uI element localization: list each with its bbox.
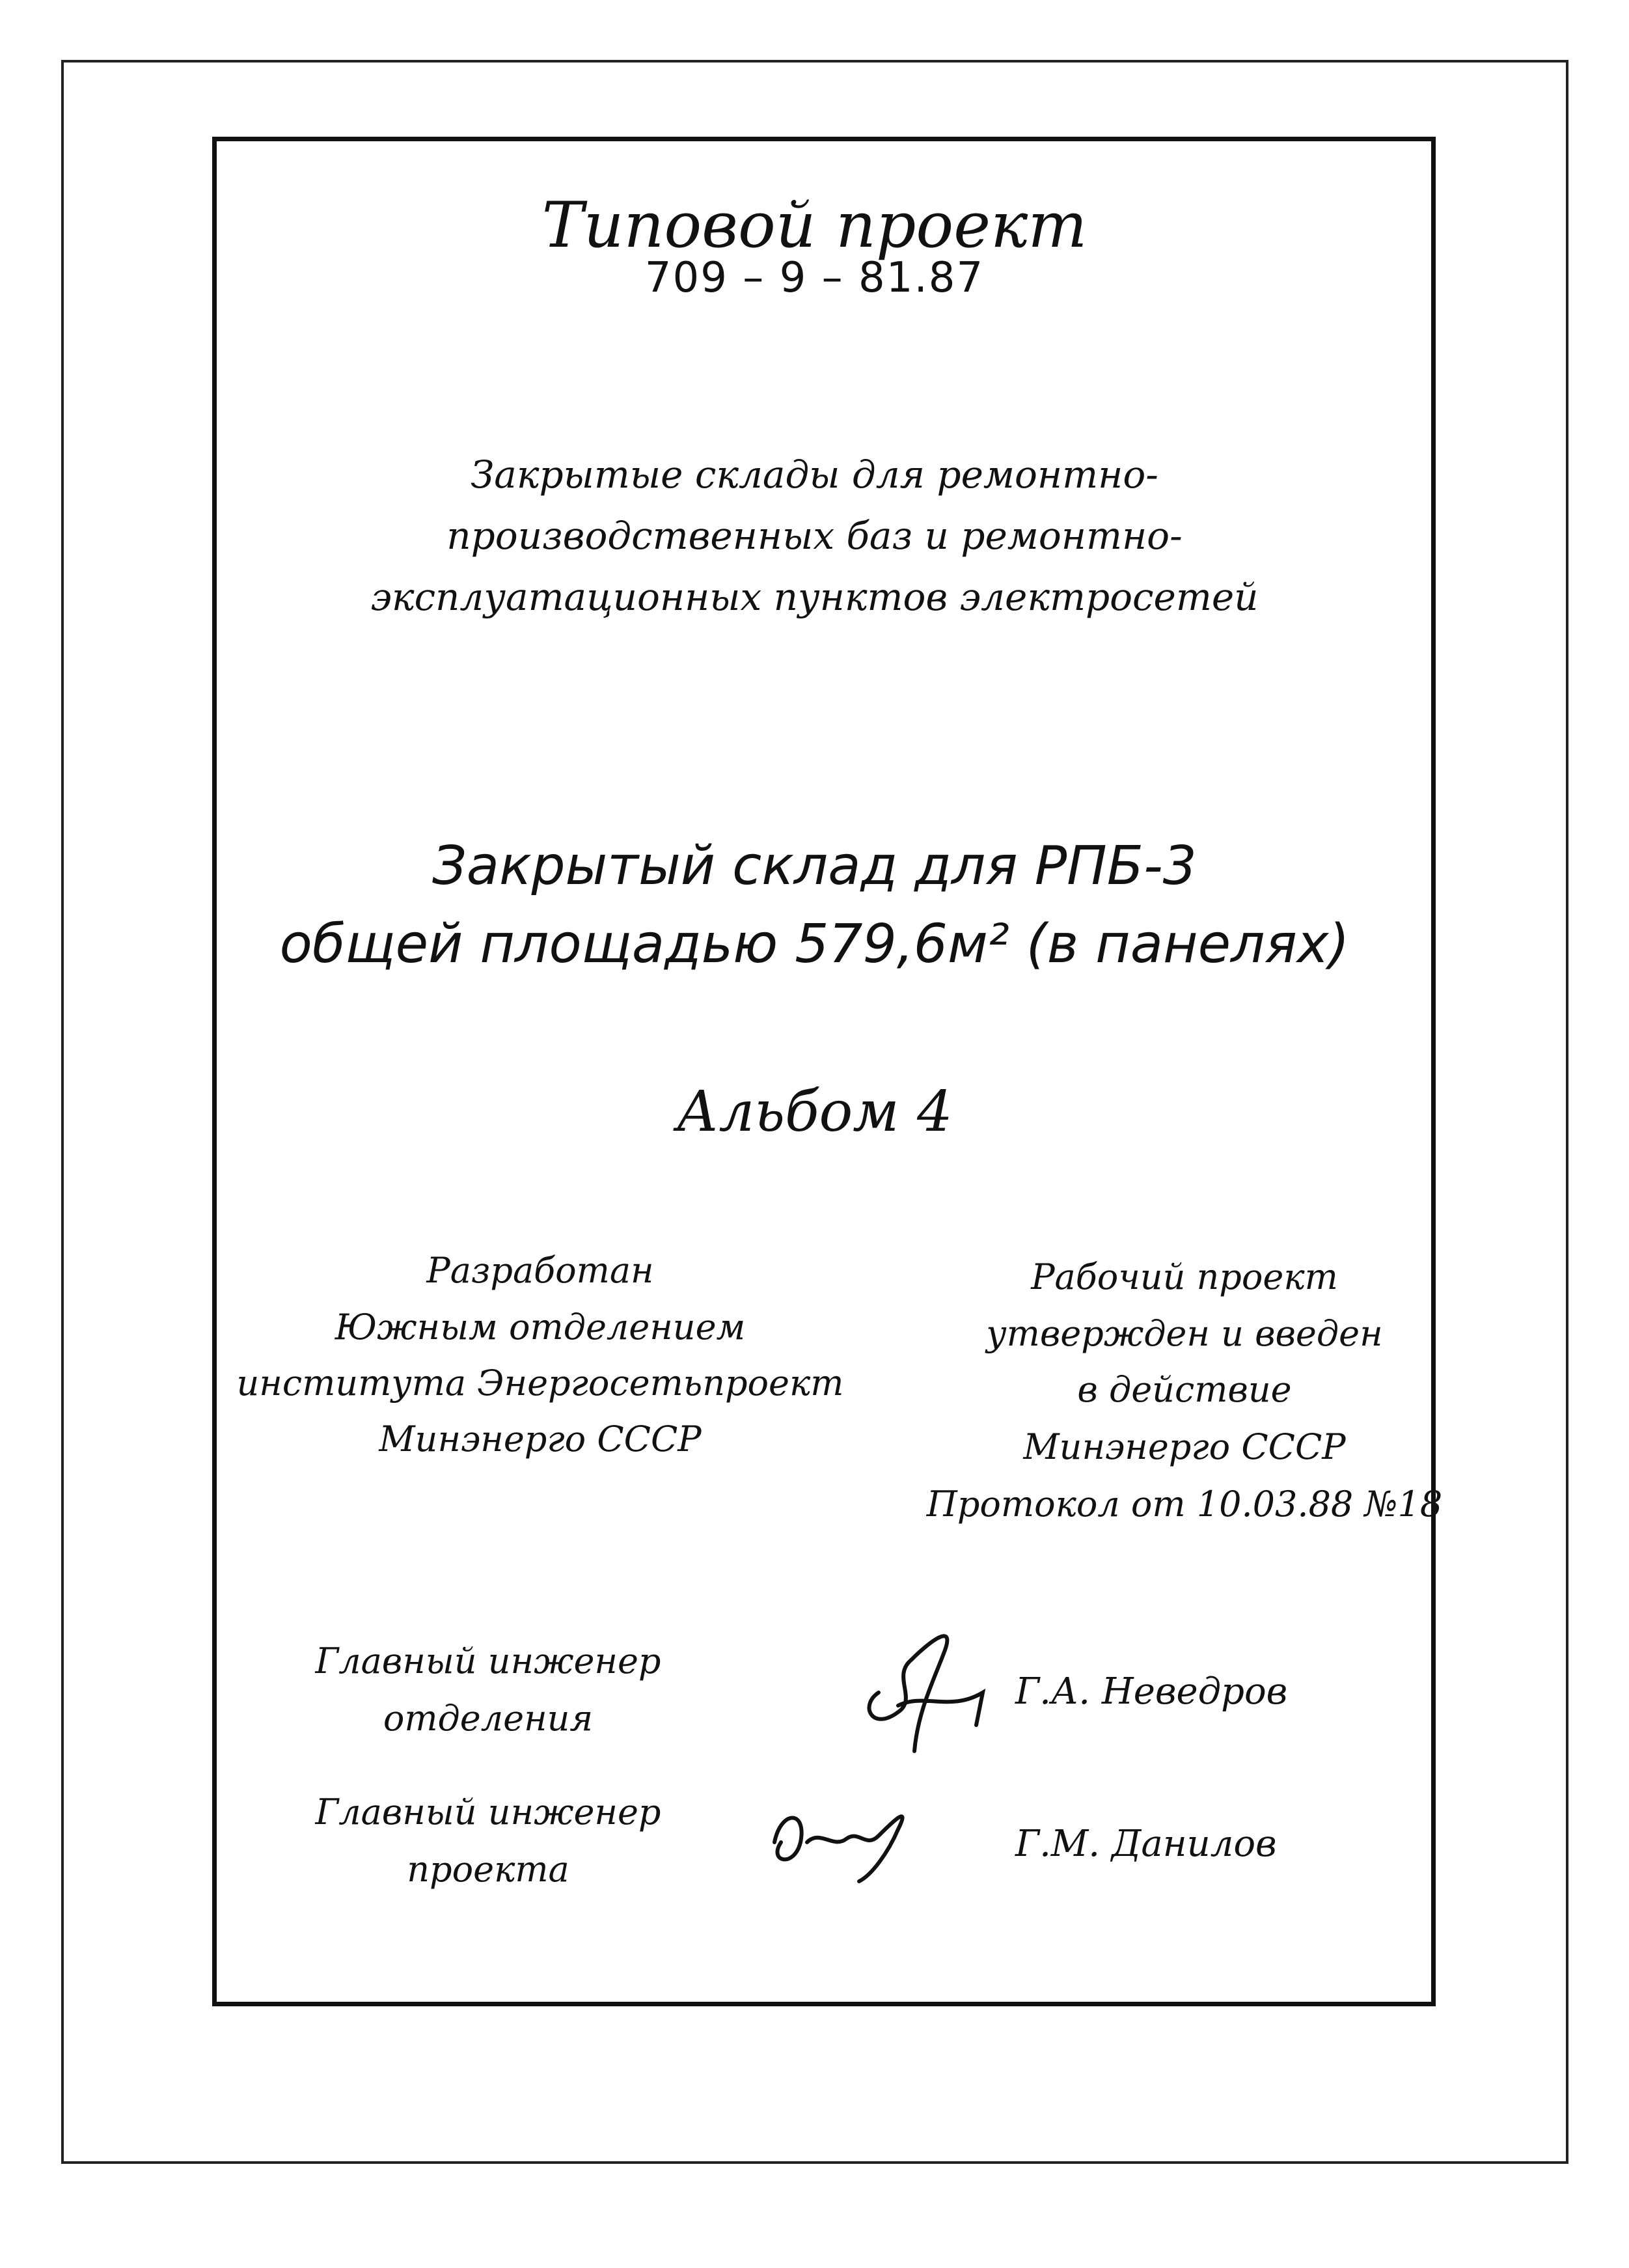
subtitle-line-3: эксплуатационных пунктов электросетей xyxy=(370,575,1259,619)
approval-line-4: Минэнерго СССР xyxy=(1023,1426,1346,1467)
chief-engineer-project-role-2: проекта xyxy=(407,1849,569,1890)
chief-engineer-project-role-1: Главный инженер xyxy=(315,1791,661,1832)
subtitle-line-1: Закрытые склады для ремонтно- xyxy=(471,452,1158,497)
signature-nevedrov xyxy=(853,1614,1002,1758)
signature-danilov xyxy=(761,1784,931,1888)
developer-line-1: Разработан xyxy=(426,1250,654,1291)
approval-line-1: Рабочий проект xyxy=(1031,1256,1338,1297)
album-label: Альбом 4 xyxy=(676,1079,953,1144)
developer-line-4: Минэнерго СССР xyxy=(379,1418,702,1459)
chief-engineer-dept-role-2: отделения xyxy=(383,1698,594,1739)
approval-line-5: Протокол от 10.03.88 №18 xyxy=(926,1484,1443,1525)
chief-engineer-dept-role-1: Главный инженер xyxy=(315,1640,661,1681)
subtitle-line-2: производственных баз и ремонтно- xyxy=(446,514,1183,558)
approval-line-3: в действие xyxy=(1077,1369,1292,1410)
project-code: 709 – 9 – 81.87 xyxy=(644,254,985,302)
signatory-name-2: Г.М. Данилов xyxy=(1015,1823,1277,1865)
main-heading-line-1: Закрытый склад для РПБ-3 xyxy=(432,835,1197,897)
approval-line-2: утвержден и введен xyxy=(986,1313,1383,1354)
developer-line-3: института Энергосетьпроект xyxy=(236,1362,844,1404)
main-heading-line-2: общей площадью 579,6м² (в панелях) xyxy=(279,913,1350,975)
signatory-name-1: Г.А. Неведров xyxy=(1015,1670,1288,1713)
document-title: Типовой проект xyxy=(541,189,1088,262)
developer-line-2: Южным отделением xyxy=(335,1307,746,1348)
